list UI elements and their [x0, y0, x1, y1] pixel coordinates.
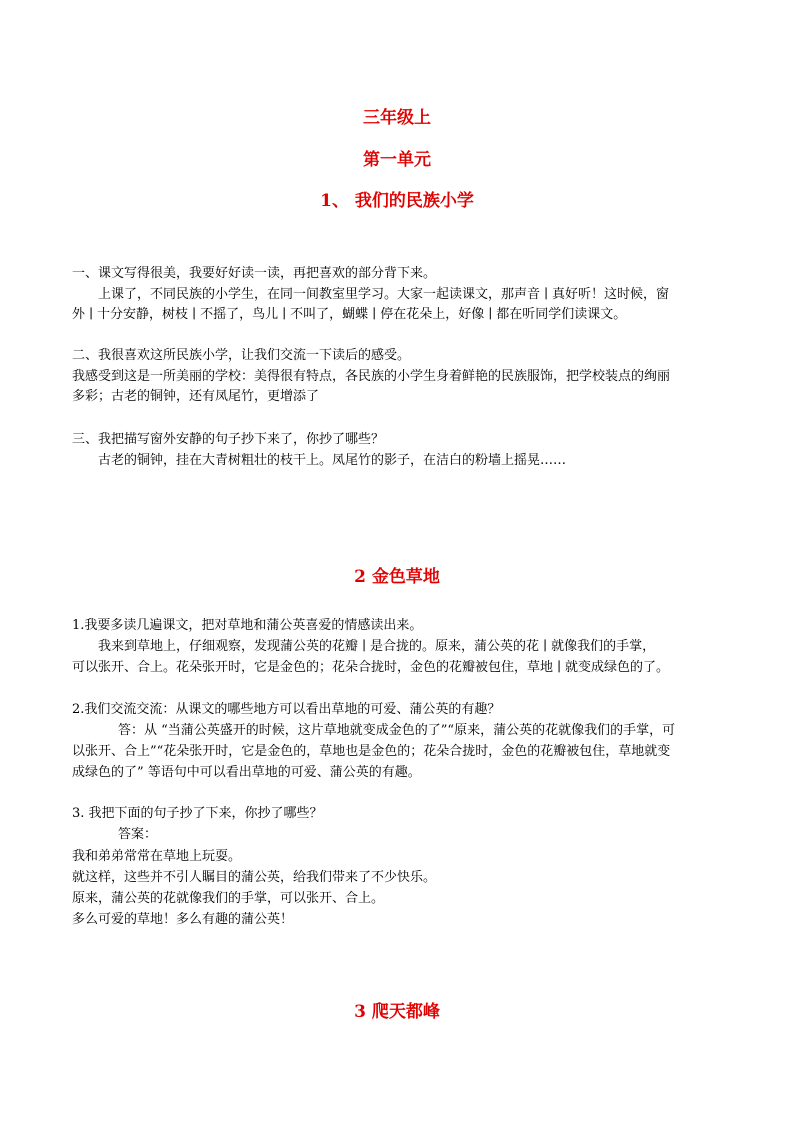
lesson2-answer-label: 答案：	[118, 827, 158, 842]
lesson1-answer-1-line-2: 外 ∣ 十分安静，树枝 ∣ 不摇了，鸟儿 ∣ 不叫了，蝴蝶 ∣ 停在花朵上，好像 ∣ 都在听同学们读课文。	[72, 307, 627, 322]
lesson2-question-3: 3. 我把下面的句子抄了下来，你抄了哪些？	[72, 806, 323, 821]
unit-title: 第一单元	[363, 150, 431, 170]
lesson2-answer-1-line-2: 可以张开、合上。花朵张开时，它是金色的；花朵合拢时，金色的花瓣被包住，草地 ∣ 就变成绿色的了。	[72, 660, 670, 675]
lesson2-answer-3-line-2: 就这样，这些并不引人瞩目的蒲公英，给我们带来了不少快乐。	[72, 870, 437, 885]
lesson2-title: 2 金色草地	[354, 567, 440, 587]
lesson1-answer-1-line-1: 上课了，不同民族的小学生，在同一间教室里学习。大家一起读课文，那声音 ∣ 真好听！这时候，窗	[98, 287, 670, 302]
lesson2-answer-1-line-1: 我来到草地上，仔细观察，发现蒲公英的花瓣 ∣ 是合拢的。原来，蒲公英的花 ∣ 就像我们的手掌，	[98, 639, 656, 654]
lesson1-title: 1、 我们的民族小学	[320, 191, 474, 211]
grade-title: 三年级上	[363, 108, 431, 128]
lesson1-answer-3: 古老的铜钟，挂在大青树粗壮的枝干上。凤尾竹的影子，在洁白的粉墙上摇晃……	[98, 453, 567, 468]
lesson1-question-2: 二、我很喜欢这所民族小学，让我们交流一下读后的感受。	[72, 348, 411, 363]
lesson3-title: 3 爬天都峰	[354, 1002, 440, 1022]
lesson2-answer-2-line-1: 答：从 “当蒲公英盛开的时候，这片草地就变成金色的了”“原来，蒲公英的花就像我们的手掌，可	[118, 723, 676, 738]
lesson2-answer-3-line-3: 原来，蒲公英的花就像我们的手掌，可以张开、合上。	[72, 891, 385, 906]
lesson2-question-2: 2.我们交流交流：从课文的哪些地方可以看出草地的可爱、蒲公英的有趣？	[72, 702, 501, 717]
lesson2-answer-3-line-1: 我和弟弟常常在草地上玩耍。	[72, 849, 242, 864]
lesson1-question-3: 三、我把描写窗外安静的句子抄下来了，你抄了哪些？	[72, 432, 385, 447]
lesson2-answer-2-line-2: 以张开、合上”“花朵张开时，它是金色的，草地也是金色的；花朵合拢时，金色的花瓣被包住，草地就变	[72, 744, 671, 759]
lesson2-answer-3-line-4: 多么可爱的草地！多么有趣的蒲公英！	[72, 912, 294, 927]
lesson2-question-1: 1.我要多读几遍课文，把对草地和蒲公英喜爱的情感读出来。	[72, 618, 423, 633]
lesson2-answer-2-line-3: 成绿色的了” 等语句中可以看出草地的可爱、蒲公英的有趣。	[72, 765, 421, 780]
lesson1-answer-2-line-2: 多彩；古老的铜钟，还有凤尾竹，更增添了	[72, 389, 320, 404]
lesson1-question-1: 一、课文写得很美，我要好好读一读，再把喜欢的部分背下来。	[72, 266, 437, 281]
lesson1-answer-2-line-1: 我感受到这是一所美丽的学校：美得很有特点，各民族的小学生身着鲜艳的民族服饰，把学校装点的绚丽	[72, 369, 671, 384]
